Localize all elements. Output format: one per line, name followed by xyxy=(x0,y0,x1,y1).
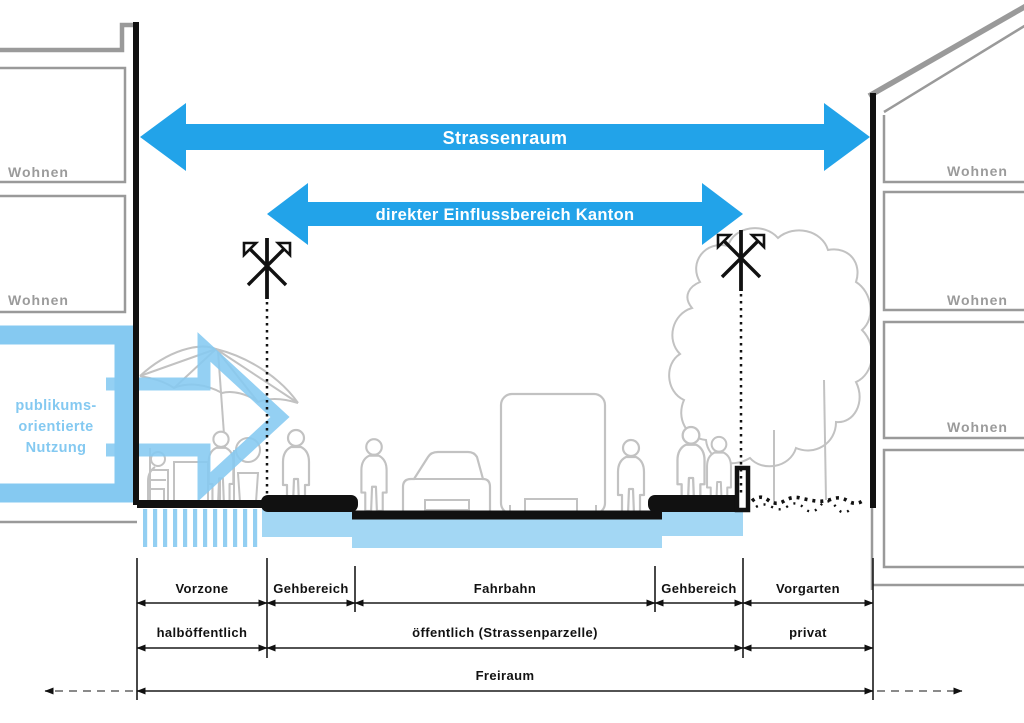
left-floor2-label: Wohnen xyxy=(8,164,69,180)
left-roof-line xyxy=(0,25,137,50)
right-floor3-label: Wohnen xyxy=(947,163,1008,179)
dimension-block xyxy=(45,558,962,700)
dim-freiraum: Freiraum xyxy=(475,668,535,683)
right-floor2-label: Wohnen xyxy=(947,292,1008,308)
einflussbereich-label: direkter Einflussbereich Kanton xyxy=(375,206,635,224)
pedestrian xyxy=(283,430,309,504)
car-sketch xyxy=(403,452,490,511)
nutzung-label-3: Nutzung xyxy=(25,440,87,456)
gehbereich-right-fill xyxy=(650,509,743,536)
fahrbahn-fill xyxy=(352,518,662,548)
sidewalk-slab-right xyxy=(648,495,745,512)
nutzung-label-1: publikums- xyxy=(15,398,97,414)
pedestrian xyxy=(618,440,644,514)
einflussbereich-arrow xyxy=(267,183,743,245)
sidewalk-slab-left xyxy=(261,495,358,512)
bus-sketch xyxy=(501,394,605,514)
garden-post xyxy=(737,468,748,510)
sketch-layer xyxy=(140,228,872,514)
left-facade xyxy=(133,22,139,505)
strassenraum-arrow xyxy=(140,103,870,171)
right-roof-line xyxy=(869,6,1024,96)
right-floor1-label: Wohnen xyxy=(947,419,1008,435)
left-floor1-label: Wohnen xyxy=(8,292,69,308)
publikumsnutzung-frame xyxy=(0,335,124,493)
garden-soil-speckles xyxy=(752,497,864,503)
gehbereich-left-fill xyxy=(262,509,355,537)
dim-vorgarten: Vorgarten xyxy=(775,581,841,596)
pedestrian xyxy=(361,439,386,511)
nutzung-label-2: orientierte xyxy=(18,419,94,435)
strassenraum-label: Strassenraum xyxy=(442,128,568,148)
right-floor-1 xyxy=(884,450,1024,567)
dim-gehbereich-links: Gehbereich xyxy=(273,581,349,596)
dim-vorzone: Vorzone xyxy=(175,581,229,596)
dim-privat: privat xyxy=(789,625,827,640)
vorzone-stripe-fill xyxy=(140,509,262,547)
right-facade xyxy=(870,93,876,508)
dim-gehbereich-rechts: Gehbereich xyxy=(661,581,737,596)
right-building xyxy=(869,6,1024,590)
dim-halboeffentlich: halböffentlich xyxy=(156,625,248,640)
dim-fahrbahn: Fahrbahn xyxy=(473,581,537,596)
pedestrian xyxy=(707,437,731,505)
dim-oeffentlich: öffentlich (Strassenparzelle) xyxy=(412,625,598,640)
left-building xyxy=(0,22,139,522)
